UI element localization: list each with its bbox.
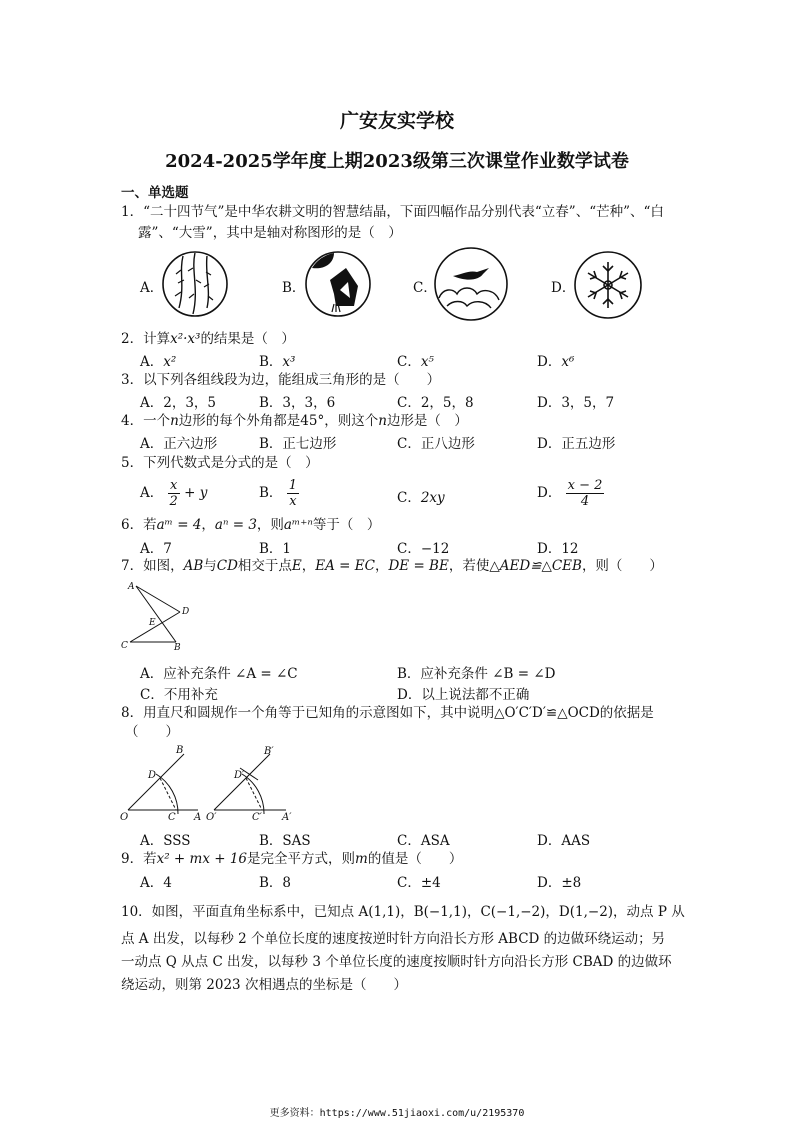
footer-link[interactable]: 更多资料：https://www.51jiaoxi.com/u/2195370 (269, 1108, 525, 1119)
q4-stem: 4．一个n边形的每个外角都是45°，则这个n边形是（ ） (121, 413, 468, 429)
q1-option-a: A． (140, 280, 164, 296)
q7-option-b: B．应补充条件 ∠B = ∠D (397, 666, 556, 682)
q2-stem: 2．计算x²·x³的结果是（ ） (121, 331, 295, 347)
q1-option-d: D． (551, 280, 576, 296)
q7-option-d: D．以上说法都不正确 (397, 687, 530, 703)
q8-fig2-o: O′ (206, 812, 217, 823)
q8-line1: 8．用直尺和圆规作一个角等于已知角的示意图如下，其中说明△O′C′D′≌△OCD的依据是 (121, 705, 654, 721)
q5-option-c: C．2xy (397, 490, 445, 506)
q3-stem: 3．以下列各组线段为边，能组成三角形的是（ ） (121, 372, 441, 388)
q4-option-b: B．正七边形 (259, 436, 337, 452)
section-heading: 一、单选题 (121, 185, 189, 201)
q8-fig1-d: D (148, 770, 157, 781)
q8-option-c: C．ASA (397, 833, 450, 849)
q9-option-b: B．8 (259, 875, 292, 891)
q10-line3: 一动点 Q 从点 C 出发，以每秒 3 个单位长度的速度按顺时针方向沿长方形 CBAD 的边做环 (121, 954, 672, 970)
q1-line1: 1．“二十四节气”是中华农耕文明的智慧结晶，下面四幅作品分别代表“立春”、“芒种”、“白 (121, 204, 664, 220)
mangzhong-house-image (304, 250, 372, 318)
q8-fig1-a: A (194, 812, 202, 823)
q5-option-a: A． $\frac{x}{2}$ + y (140, 478, 208, 509)
school-name: 广安友实学校 (339, 110, 454, 132)
q6-stem: 6．若aᵐ = 4，aⁿ = 3，则aᵐ⁺ⁿ等于（ ） (121, 517, 381, 533)
q2-option-c: C．x⁵ (397, 354, 434, 370)
q3-option-d: D．3，5，7 (537, 395, 615, 411)
q7-label-e: E (149, 618, 156, 628)
q7-option-c: C．不用补充 (140, 687, 218, 703)
q7-stem: 7．如图，AB与CD相交于点E，EA = EC，DE = BE，若使△AED≌△CEB，则（ ） (121, 558, 663, 574)
q2-option-b: B．x³ (259, 354, 296, 370)
q8-fig1-o: O (120, 812, 129, 823)
q9-option-a: A．4 (140, 875, 172, 891)
q8-line2: （ ） (125, 724, 179, 740)
q10-line1: 10．如图，平面直角坐标系中，已知点 A(1,1)，B(−1,1)，C(−1,−2)，D(1,−2)，动点 P 从 (121, 904, 685, 920)
q8-figure-original (120, 744, 210, 823)
q3-option-a: A．2，3，5 (140, 395, 217, 411)
q9-option-d: D．±8 (537, 875, 582, 891)
q5-stem: 5．下列代数式是分式的是（ ） (121, 455, 319, 471)
bailu-bird-image (433, 246, 509, 322)
q7-label-d: D (182, 607, 190, 617)
q10-line2: 点 A 出发，以每秒 2 个单位长度的速度按逆时针方向沿长方形 ABCD 的边做环绕运动；另 (121, 931, 666, 947)
q8-fig1-b: B (176, 745, 184, 756)
q1-option-b: B． (282, 280, 306, 296)
q7-figure (120, 580, 200, 652)
q6-option-b: B．1 (259, 541, 292, 557)
q3-option-c: C．2，5，8 (397, 395, 474, 411)
q6-option-a: A．7 (140, 541, 172, 557)
q5-option-d: D． $\frac{x - 2}{4}$ (537, 478, 603, 509)
q4-option-a: A．正六边形 (140, 436, 218, 452)
q2-option-a: A．x² (140, 354, 177, 370)
q1-line2: 露”、“大雪”，其中是轴对称图形的是（ ） (138, 225, 402, 241)
q4-option-d: D．正五边形 (537, 436, 616, 452)
q7-label-c: C (121, 641, 128, 651)
q4-option-c: C．正八边形 (397, 436, 475, 452)
daxue-snowflake-image (573, 250, 643, 320)
q8-fig2-a: A′ (282, 812, 292, 823)
q7-label-a: A (128, 582, 135, 592)
q8-fig1-c: C (168, 812, 176, 823)
q8-option-d: D．AAS (537, 833, 591, 849)
q2-option-d: D．x⁶ (537, 354, 575, 370)
q8-fig2-b: B′ (264, 746, 274, 757)
lichun-willow-image (161, 250, 229, 318)
q9-option-c: C．±4 (397, 875, 441, 891)
q1-option-c: C． (413, 280, 437, 296)
exam-title: 2024-2025学年度上期2023级第三次课堂作业数学试卷 (165, 151, 629, 172)
q6-option-c: C．−12 (397, 541, 450, 557)
q8-fig2-c: C′ (252, 812, 262, 823)
q8-figure-copy (206, 744, 300, 823)
q9-stem: 9．若x² + mx + 16是完全平方式，则m的值是（ ） (121, 851, 463, 867)
q8-option-a: A．SSS (140, 833, 191, 849)
q8-fig2-d: D′ (234, 770, 245, 781)
q6-option-d: D．12 (537, 541, 579, 557)
q3-option-b: B．3，3，6 (259, 395, 336, 411)
q10-line4: 绕运动，则第 2023 次相遇点的坐标是（ ） (121, 977, 407, 993)
q7-option-a: A．应补充条件 ∠A = ∠C (140, 666, 298, 682)
q8-option-b: B．SAS (259, 833, 311, 849)
q7-label-b: B (174, 643, 181, 653)
q5-option-b: B． $\frac{1}{x}$ (259, 478, 297, 509)
